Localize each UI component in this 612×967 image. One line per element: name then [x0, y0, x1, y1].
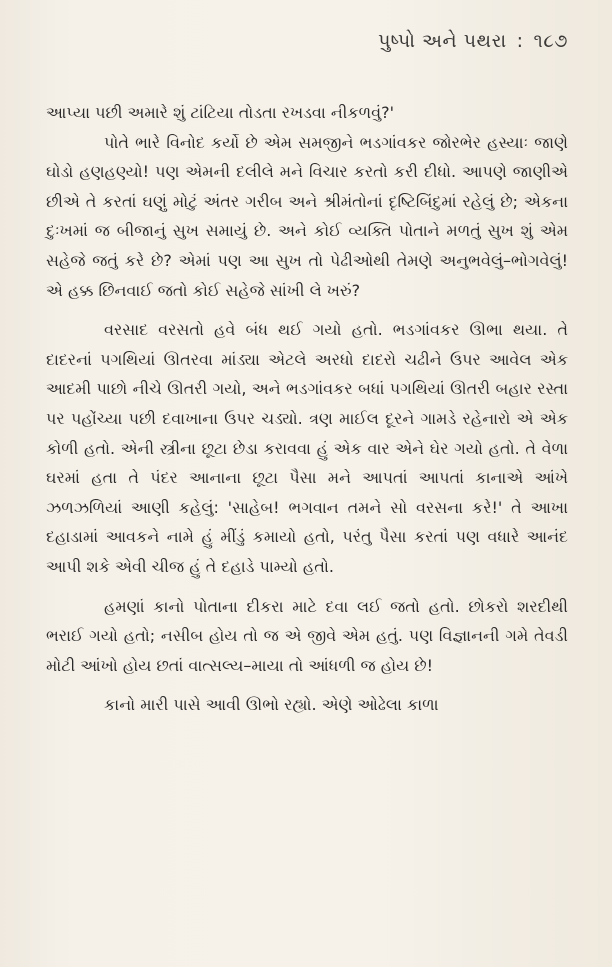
paragraph: વરસાદ વરસતો હવે બંધ થઈ ગયો હતો. ભડગાંવકર ઊભા થયા. તે દાદરનાં પગથિયાં ઊતરવા માંડ્યા એટલે અરધો દાદરો ચઢીને ઉપર આવેલ એક આદમી પાછો નીચે ઊતરી ગયો, અને ભડગાંવકર બધાં પગથિયાં ઊતરી બહાર રસ્તા પર પહોંચ્યા પછી દવાખાના ઉપર ચડ્યો. ત્રણ માઈલ દૂરને ગામડે રહેનારો એ એક કોળી હતો. એની સ્ત્રીના છૂટા છેડા કરાવવા હું એક વાર એને ઘેર ગયો હતો. તે વેળા ઘરમાં હતા તે પંદર આનાના છૂટા પૈસા મને આપતાં આપતાં કાનાએ આંખે ઝળઝળિયાં આણી કહેલું: 'સાહેબ! ભગવાન તમને સો વરસના કરે!' તે આખા દહાડામાં આવકને નામે હું મીંડું કમાયો હતો, પરંતુ પૈસા કરતાં પણ વધારે આનંદ આપી શકે એવી ચીજ હું તે દહાડે પામ્યો હતો.: [46, 320, 568, 576]
header-separator: :: [516, 30, 524, 52]
header-title: પુષ્પો અને પથરા: [378, 30, 507, 52]
paragraph: પોતે ભારે વિનોદ કર્યો છે એમ સમજીને ભડગાંવકર જોરભેર હસ્યાઃ જાણે ઘોડો હણહણ્યો! પણ એમની દલીલે મને વિચાર કરતો કરી દીધો. આપણે જાણીએ છીએ તે કરતાં ઘણું મોટું અંતર ગરીબ અને શ્રીમંતોનાં દૃષ્ટિબિંદુમાં રહેલું છે; એકના દુઃખમાં જ બીજાનું સુખ સમાયું છે. અને કોઈ વ્યક્તિ પોતાને મળતું સુખ શું એમ સહેજે જતું કરે છે? એમાં પણ આ સુખ તો પેઢીઓથી તેમણે અનુભવેલું–ભોગવેલું! એ હક્ક છિનવાઈ જતો કોઈ સહેજે સાંખી લે ખરું?: [46, 132, 568, 300]
paragraph: હમણાં કાનો પોતાના દીકરા માટે દવા લઈ જતો હતો. છોકરો શરદીથી ભરાઈ ગયો હતો; નસીબ હોય તો જ એ જીવે એમ હતું. પણ વિજ્ઞાનની ગમે તેવડી મોટી આંખો હોય છતાં વાત્સલ્ય–માયા તો આંધળી જ હોય છે!: [46, 596, 568, 675]
paragraph: કાનો મારી પાસે આવી ઊભો રહ્યો. એણે ઓઢેલા કાળા: [104, 695, 439, 715]
paragraph-continued: આપ્યા પછી અમારે શું ટાંટિયા તોડતા રખડવા નીકળવું?': [46, 103, 395, 122]
body-text: [46, 98, 568, 730]
page-number: ૧૮૭: [533, 30, 568, 52]
running-header: [378, 30, 568, 52]
